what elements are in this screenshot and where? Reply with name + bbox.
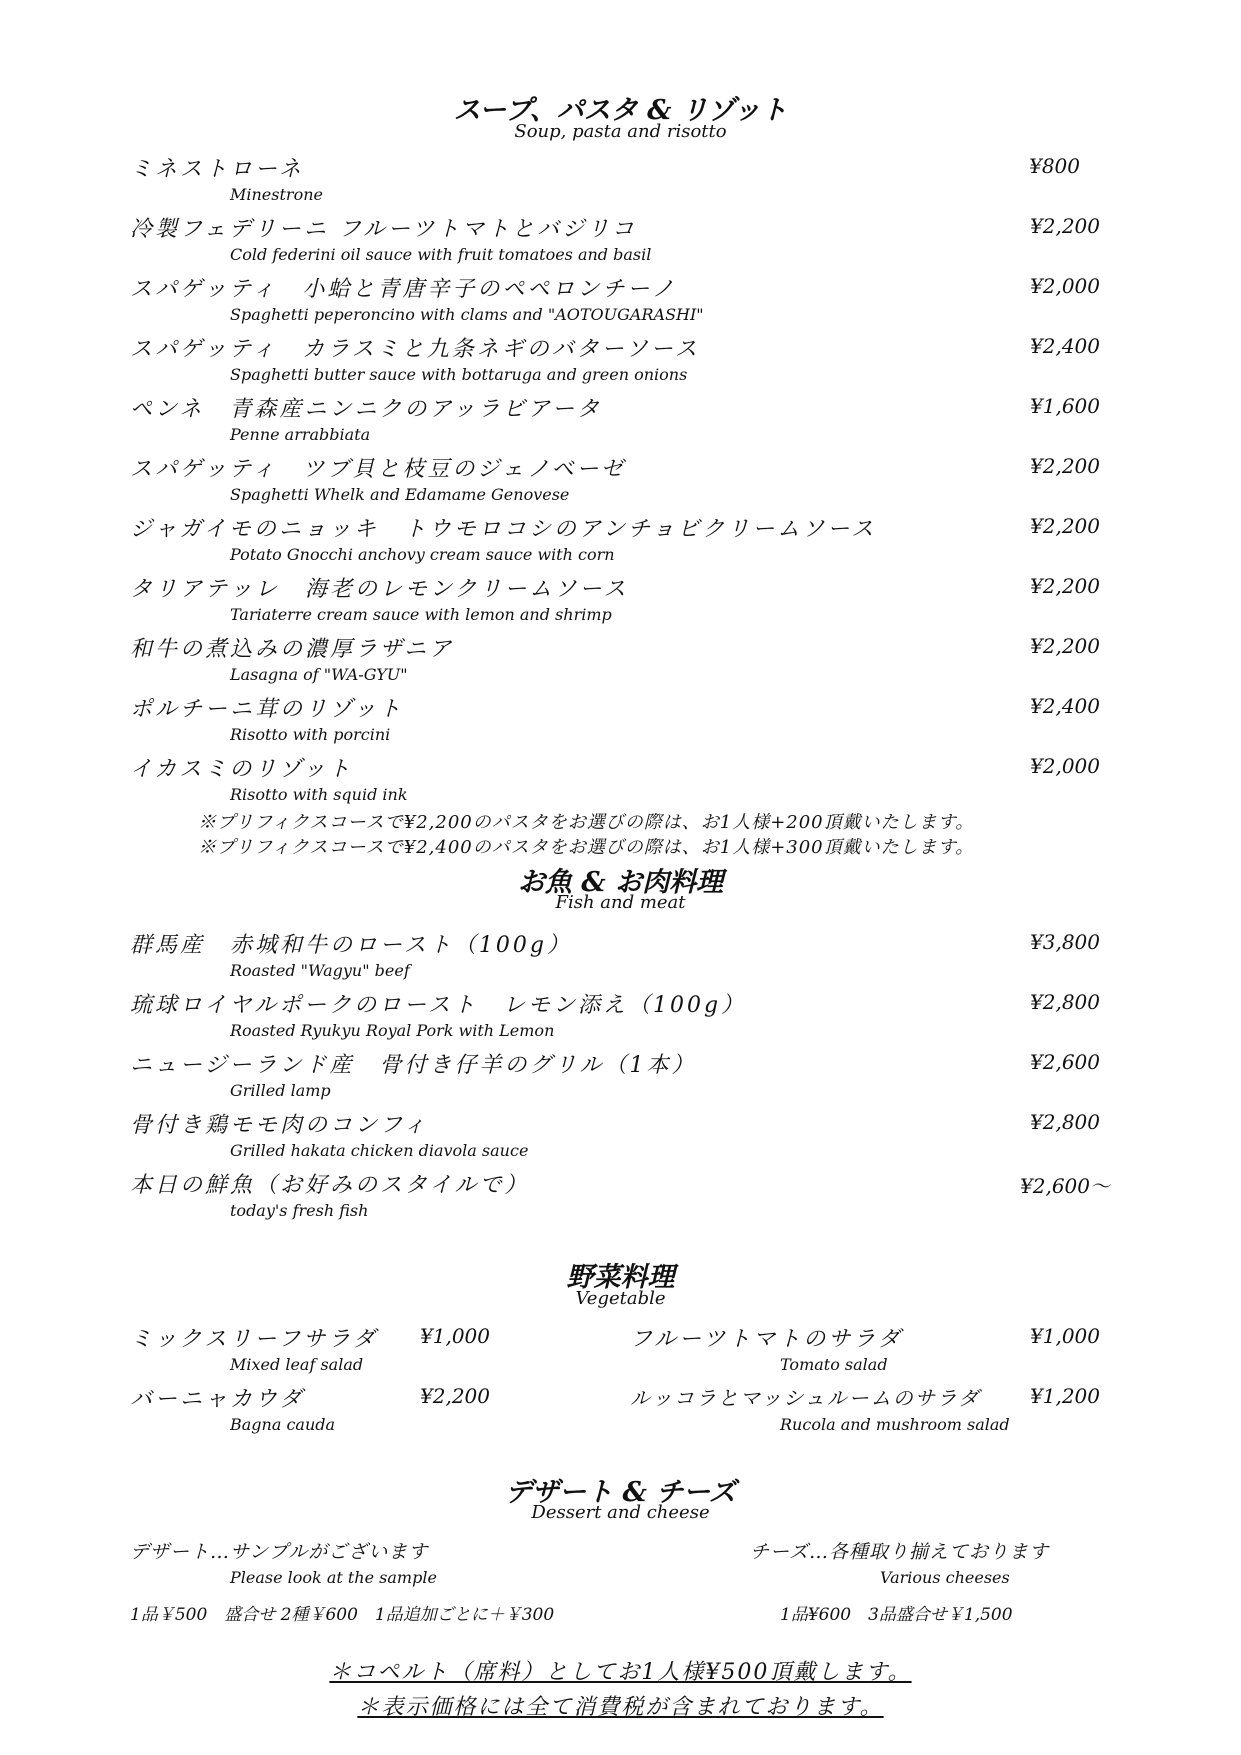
menu-item-english: Tariaterre cream sauce with lemon and shrimp: [230, 605, 612, 624]
menu-item-name: 骨付き鶏モモ肉のコンフィ: [130, 1113, 429, 1138]
dessert-title: デザート & チーズ: [505, 1477, 736, 1508]
cover-charge-note: ＊コペルト（席料）としてお1人様¥500頂戴します。: [329, 1660, 912, 1685]
menu-item-price: ¥2,200: [1030, 454, 1100, 478]
menu-item-price: ¥2,400: [1030, 694, 1100, 718]
pasta-title: スープ、パスタ & リゾット: [453, 95, 788, 126]
meat-title: お魚 & お肉料理: [517, 867, 724, 898]
dessert-subtitle: Dessert and cheese: [531, 1502, 710, 1523]
pasta-note: ※プリフィクスコースで¥2,400のパスタをお選びの際は、お1人様+300頂戴いたします。: [198, 837, 975, 858]
menu-item-name: スパゲッティ カラスミと九条ネギのバターソース: [130, 337, 700, 362]
menu-item-name: ペンネ 青森産ニンニクのアッラビアータ: [130, 397, 603, 422]
meat-subtitle: Fish and meat: [555, 892, 686, 913]
menu-item-name: ミックスリーフサラダ: [130, 1327, 379, 1352]
menu-item-name: 群馬産 赤城和牛のロースト（100g）: [130, 933, 572, 958]
vegetable-title: 野菜料理: [566, 1262, 675, 1293]
menu-item-name: 本日の鮮魚（お好みのスタイルで）: [130, 1173, 530, 1198]
menu-item-price: ¥1,000: [420, 1324, 490, 1348]
menu-item-name: スパゲッティ 小蛤と青唐辛子のペペロンチーノ: [130, 277, 677, 302]
menu-item-english: Spaghetti butter sauce with bottaruga and green onions: [230, 365, 688, 384]
menu-item-name: 和牛の煮込みの濃厚ラザニア: [130, 637, 455, 662]
pasta-subtitle: Soup, pasta and risotto: [514, 121, 727, 142]
menu-item-english: Bagna cauda: [230, 1415, 336, 1434]
menu-item-name: ポルチーニ茸のリゾット: [130, 697, 404, 722]
menu-item-price: ¥1,600: [1030, 394, 1100, 418]
cheese-price: 1品¥600 3品盛合せ￥1,500: [780, 1605, 1013, 1625]
tax-included-note: ＊表示価格には全て消費税が含まれております。: [357, 1695, 884, 1720]
menu-item-english: Spaghetti Whelk and Edamame Genovese: [230, 485, 570, 504]
menu-item-english: Risotto with squid ink: [230, 785, 408, 804]
menu-item-english: Risotto with porcini: [230, 725, 391, 744]
menu-item-name: タリアテッレ 海老のレモンクリームソース: [130, 577, 629, 602]
dessert-name: デザート…サンプルがございます: [130, 1541, 429, 1563]
menu-item-name: ルッコラとマッシュルームのサラダ: [630, 1386, 981, 1410]
menu-item-english: Mixed leaf salad: [230, 1355, 364, 1374]
menu-item-english: Cold federini oil sauce with fruit tomatoes and basil: [230, 245, 652, 264]
menu-item-price: ¥1,000: [1030, 1324, 1100, 1348]
menu-item-price: ¥2,000: [1030, 274, 1100, 298]
menu-item-price: ¥2,800: [1030, 990, 1100, 1014]
menu-item-name: バーニャカウダ: [130, 1387, 305, 1412]
menu-item-english: Lasagna of "WA-GYU": [230, 665, 408, 684]
menu-item-english: Roasted Ryukyu Royal Pork with Lemon: [230, 1021, 555, 1040]
cheese-name: チーズ…各種取り揃えております: [750, 1541, 1050, 1563]
cheese-english: Various cheeses: [880, 1568, 1010, 1587]
menu-item-english: Penne arrabbiata: [230, 425, 371, 444]
menu-item-name: ミネストローネ: [130, 157, 304, 182]
menu-item-english: today's fresh fish: [230, 1201, 369, 1220]
vegetable-subtitle: Vegetable: [575, 1288, 666, 1309]
menu-item-price: ¥2,600: [1030, 1050, 1100, 1074]
menu-item-price: ¥2,600～: [1020, 1174, 1110, 1198]
dessert-english: Please look at the sample: [230, 1568, 437, 1587]
menu-item-english: Potato Gnocchi anchovy cream sauce with corn: [230, 545, 615, 564]
menu-item-price: ¥2,400: [1030, 334, 1100, 358]
menu-item-english: Minestrone: [230, 185, 323, 204]
menu-item-price: ¥1,200: [1030, 1384, 1100, 1408]
menu-item-price: ¥3,800: [1030, 930, 1100, 954]
menu-item-price: ¥2,000: [1030, 754, 1100, 778]
menu-item-name: フルーツトマトのサラダ: [630, 1327, 904, 1352]
menu-item-english: Roasted "Wagyu" beef: [230, 961, 410, 980]
menu-item-name: ジャガイモのニョッキ トウモロコシのアンチョビクリームソース: [130, 517, 877, 542]
menu-item-name: 琉球ロイヤルポークのロースト レモン添え（100g）: [130, 993, 747, 1018]
menu-item-name: イカスミのリゾット: [130, 757, 354, 782]
pasta-note: ※プリフィクスコースで¥2,200のパスタをお選びの際は、お1人様+200頂戴いたします。: [198, 812, 975, 833]
menu-item-price: ¥2,200: [1030, 514, 1100, 538]
menu-item-english: Grilled lamp: [230, 1081, 331, 1100]
menu-item-name: 冷製フェデリーニ フルーツトマトとバジリコ: [130, 217, 637, 242]
menu-item-price: ¥2,200: [1030, 214, 1100, 238]
menu-item-english: Rucola and mushroom salad: [780, 1415, 1010, 1434]
menu-item-price: ¥800: [1029, 154, 1080, 178]
menu-item-english: Grilled hakata chicken diavola sauce: [230, 1141, 529, 1160]
menu-item-english: Spaghetti peperoncino with clams and "AOTOUGARASHI": [230, 305, 704, 324]
menu-item-name: ニュージーランド産 骨付き仔羊のグリル（1本）: [130, 1053, 697, 1078]
menu-item-price: ¥2,800: [1030, 1110, 1100, 1134]
menu-item-price: ¥2,200: [1030, 574, 1100, 598]
menu-item-price: ¥2,200: [420, 1384, 490, 1408]
menu-item-price: ¥2,200: [1030, 634, 1100, 658]
menu-item-name: スパゲッティ ツブ貝と枝豆のジェノベーゼ: [130, 457, 627, 482]
dessert-price: 1品￥500 盛合せ 2種￥600 1品追加ごとに＋￥300: [130, 1605, 555, 1625]
menu-item-english: Tomato salad: [780, 1355, 888, 1374]
